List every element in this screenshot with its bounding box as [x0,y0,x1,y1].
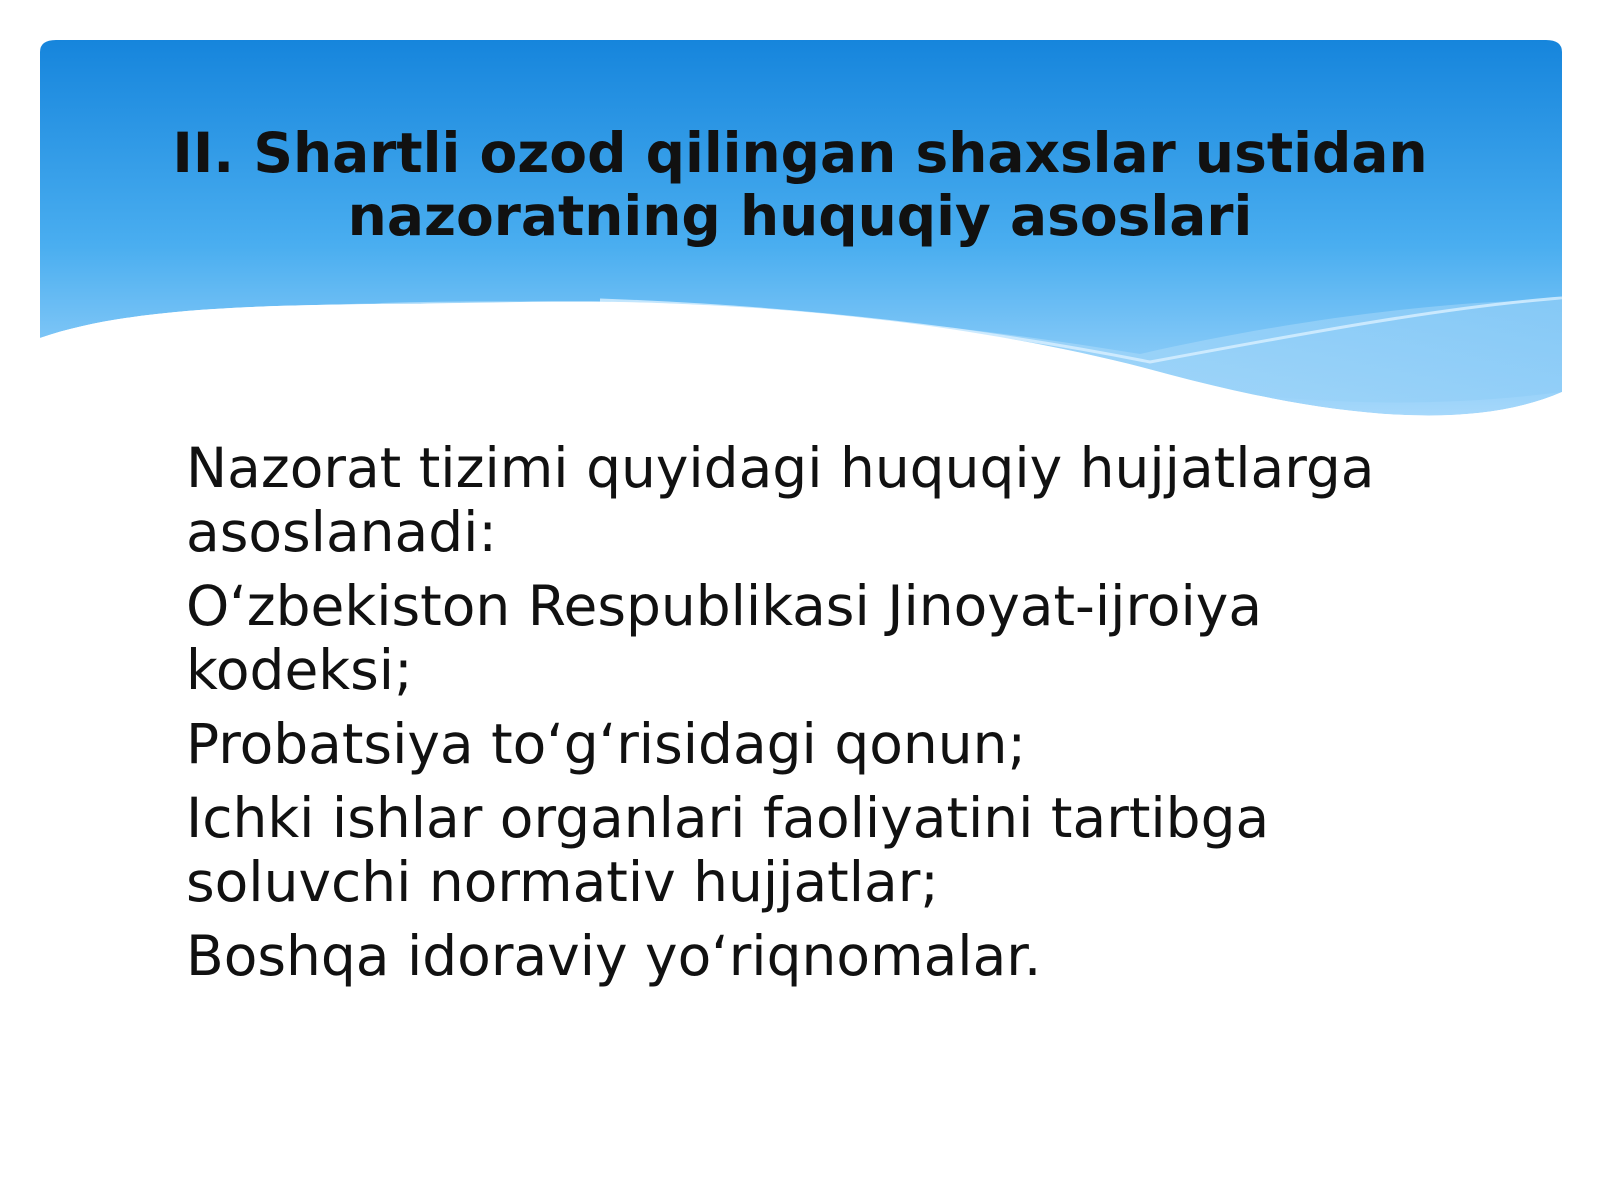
list-item-line: soluvchi normativ hujjatlar; [186,850,939,914]
list-item-line: Nazorat tizimi quyidagi huquqiy hujjatlarga [186,436,1375,500]
slide-title [140,122,1460,248]
legal-basis-list [186,436,1486,998]
list-item [186,712,1486,776]
slide-title-line: nazoratning huquqiy asoslari [347,184,1253,248]
list-item [186,436,1486,564]
list-item-line: Ichki ishlar organlari faoliyatini tartibga [186,786,1270,850]
list-item-line: Probatsiya to‘g‘risidagi qonun; [186,712,1026,776]
list-item-line: kodeksi; [186,638,413,702]
list-item-line: Boshqa idoraviy yo‘riqnomalar. [186,924,1042,988]
list-item [186,786,1486,914]
list-item-line: O‘zbekiston Respublikasi Jinoyat-ijroiya [186,574,1263,638]
list-item-line: asoslanadi: [186,500,497,564]
slide-title-line: II. Shartli ozod qilingan shaxslar ustidan [172,121,1428,185]
list-item [186,924,1486,988]
list-item [186,574,1486,702]
